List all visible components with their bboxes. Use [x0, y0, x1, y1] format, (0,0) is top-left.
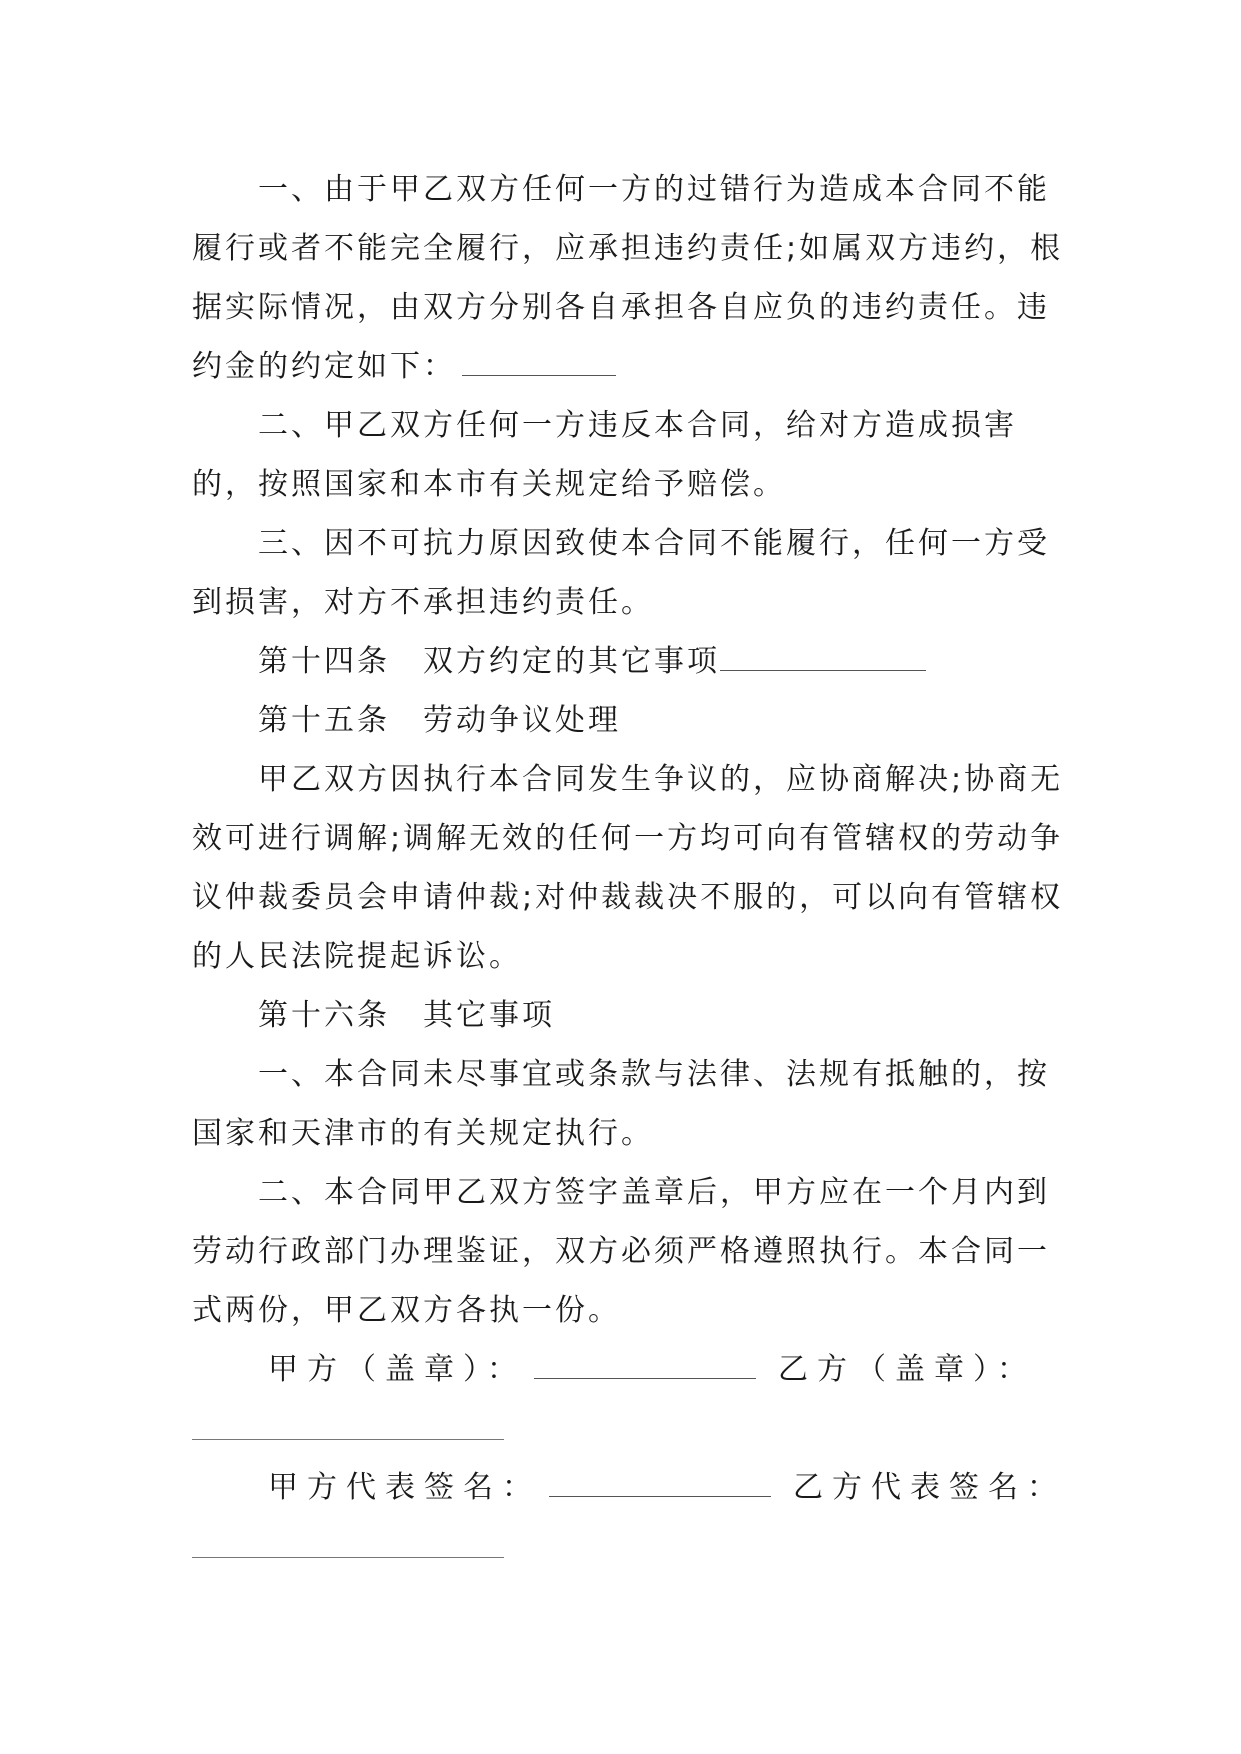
party-a-sign-label: 甲方代表签名：	[268, 1470, 541, 1505]
article-16: 第十六条 其它事项	[258, 998, 555, 1033]
party-b-seal-blank	[192, 1399, 1072, 1458]
article-15: 第十五条 劳动争议处理	[258, 703, 621, 738]
clause-breach-1	[192, 160, 1072, 396]
seal-row	[192, 1340, 1072, 1399]
party-b-sign-label: 乙方代表签名：	[793, 1470, 1066, 1505]
dispute-clause: 甲乙双方因执行本合同发生争议的，应协商解决;协商无效可进行调解;调解无效的任何一方均可向有管辖权的劳动争议仲裁委员会申请仲裁;对仲裁裁决不服的，可以向有管辖权的人民法院提起诉讼。	[192, 762, 1064, 974]
clause-breach-2: 二、甲乙双方任何一方违反本合同，给对方造成损害的，按照国家和本市有关规定给予赔偿。	[192, 408, 1017, 502]
clause-force-majeure: 三、因不可抗力原因致使本合同不能履行，任何一方受到损害，对方不承担违约责任。	[192, 526, 1050, 620]
other-clause-2: 二、本合同甲乙双方签字盖章后，甲方应在一个月内到劳动行政部门办理鉴证，双方必须严格遵照执行。本合同一式两份，甲乙双方各执一份。	[192, 1175, 1050, 1328]
party-a-sign-blank	[549, 1470, 771, 1497]
contract-body	[192, 160, 1072, 1576]
clause-breach-1-text: 一、由于甲乙双方任何一方的过错行为造成本合同不能履行或者不能完全履行，应承担违约责任;如属双方违约，根据实际情况，由双方分别各自承担各自应负的违约责任。违约金的约定如下：	[192, 172, 1064, 384]
article-14	[192, 632, 1072, 691]
party-a-seal-blank	[534, 1352, 756, 1379]
party-a-seal-label: 甲方（盖章）：	[268, 1352, 526, 1387]
party-b-seal-label: 乙方（盖章）：	[778, 1352, 1036, 1387]
other-matters-blank	[720, 644, 926, 671]
penalty-blank	[462, 349, 616, 376]
party-b-sign-blank	[192, 1517, 1072, 1576]
other-clause-1: 一、本合同未尽事宜或条款与法律、法规有抵触的，按国家和天津市的有关规定执行。	[192, 1057, 1050, 1151]
article-14-title: 第十四条 双方约定的其它事项	[258, 644, 720, 679]
signature-row	[192, 1458, 1072, 1517]
